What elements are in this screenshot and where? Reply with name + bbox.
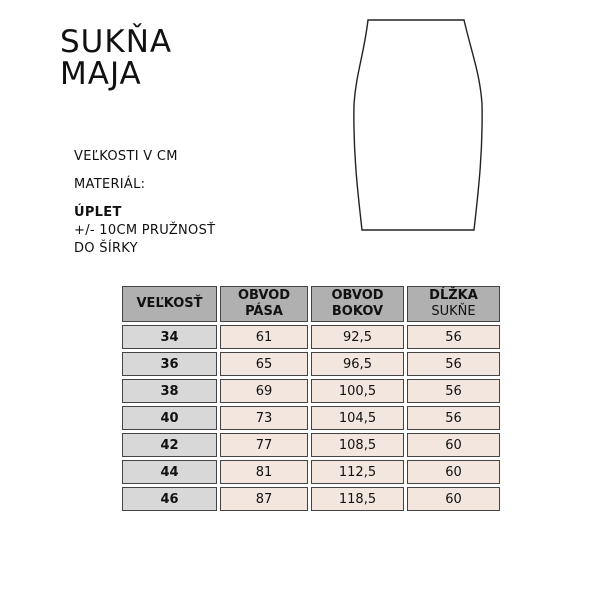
table-row [122, 352, 500, 376]
header-hips [311, 286, 404, 322]
hips-cell: 118,5 [311, 487, 404, 511]
table-header-row [122, 286, 500, 322]
waist-cell: 65 [220, 352, 308, 376]
header-waist-sub: PÁSA [245, 304, 283, 319]
length-cell: 60 [407, 433, 500, 457]
hips-cell: 100,5 [311, 379, 404, 403]
size-cell: 34 [122, 325, 217, 349]
size-cell: 46 [122, 487, 217, 511]
length-cell: 60 [407, 487, 500, 511]
header-hips-sub: BOKOV [331, 304, 384, 319]
size-cell: 42 [122, 433, 217, 457]
length-cell: 56 [407, 379, 500, 403]
table-row [122, 379, 500, 403]
hips-cell: 92,5 [311, 325, 404, 349]
hips-cell: 108,5 [311, 433, 404, 457]
waist-cell: 77 [220, 433, 308, 457]
size-cell: 36 [122, 352, 217, 376]
header-length-sub: SUKŇE [431, 304, 476, 319]
header-hips-label: OBVOD [331, 288, 384, 303]
header-waist [220, 286, 308, 322]
table-row [122, 487, 500, 511]
info-block [74, 148, 215, 258]
header-length [407, 286, 500, 322]
fabric-direction: DO ŠÍRKY [74, 241, 138, 256]
fabric-stretch: +/- 10CM PRUŽNOSŤ [74, 223, 216, 238]
length-cell: 56 [407, 352, 500, 376]
header-length-label: DĹŽKA [429, 288, 478, 303]
table-row [122, 325, 500, 349]
title-line-1: SUKŇA [60, 24, 173, 60]
size-cell: 38 [122, 379, 217, 403]
waist-cell: 87 [220, 487, 308, 511]
length-cell: 56 [407, 406, 500, 430]
table-row [122, 406, 500, 430]
page-title [60, 26, 172, 90]
waist-cell: 81 [220, 460, 308, 484]
waist-cell: 69 [220, 379, 308, 403]
header-size-label: VEĽKOSŤ [136, 296, 203, 311]
length-cell: 56 [407, 325, 500, 349]
header-waist-label: OBVOD [237, 288, 291, 303]
title-line-2: MAJA [60, 56, 142, 92]
size-cell: 40 [122, 406, 217, 430]
size-cell: 44 [122, 460, 217, 484]
table-row [122, 460, 500, 484]
hips-cell: 96,5 [311, 352, 404, 376]
size-table [119, 283, 503, 514]
length-cell: 60 [407, 460, 500, 484]
hips-cell: 104,5 [311, 406, 404, 430]
waist-cell: 73 [220, 406, 308, 430]
material-label: MATERIÁL: [74, 177, 146, 192]
skirt-illustration [346, 14, 492, 236]
sizes-unit-label: VEĽKOSTI V CM [74, 149, 178, 164]
fabric-name: ÚPLET [74, 205, 122, 220]
waist-cell: 61 [220, 325, 308, 349]
hips-cell: 112,5 [311, 460, 404, 484]
table-row [122, 433, 500, 457]
header-size [122, 286, 217, 322]
